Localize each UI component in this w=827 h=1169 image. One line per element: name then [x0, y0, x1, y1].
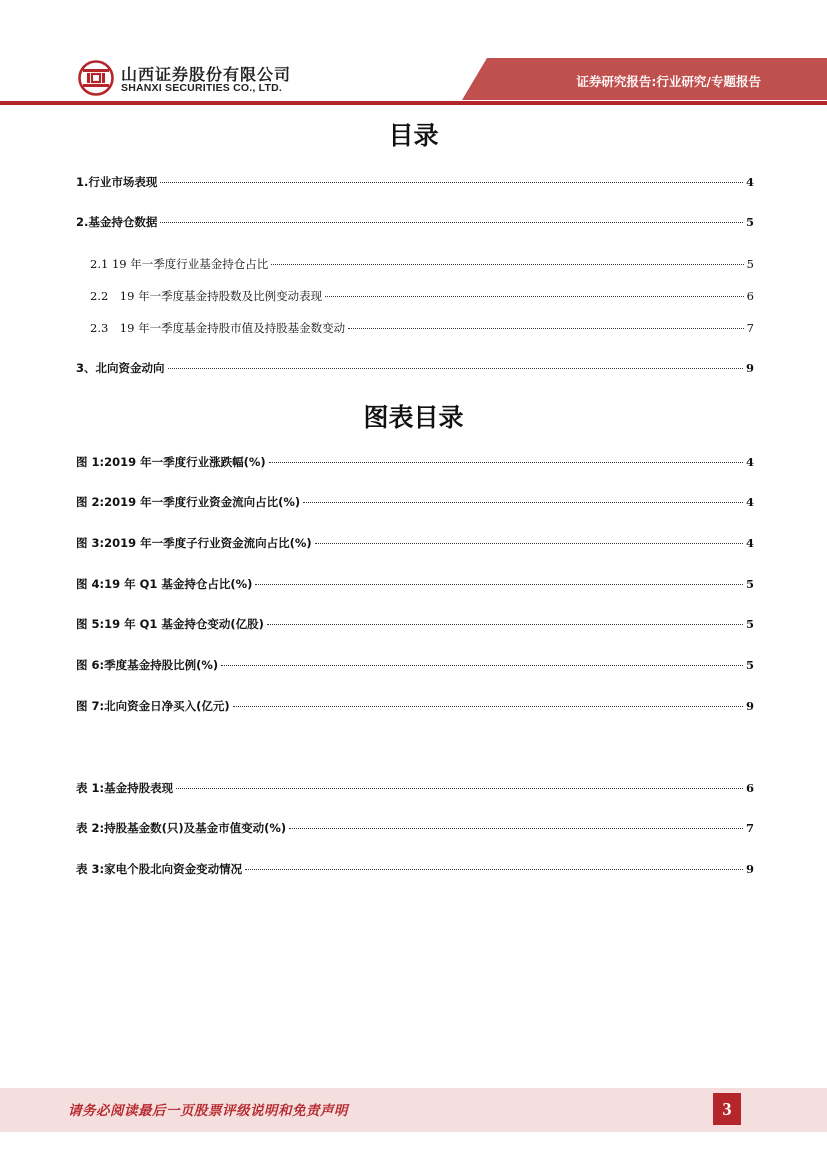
toc-entry-label: 3、北向资金动向 — [76, 361, 165, 375]
figures-title: 图表目录 — [363, 403, 464, 432]
figure-entry-label: 图 7:北向资金日净买入(亿元) — [76, 699, 230, 713]
toc-entry-label: 2.2 19 年一季度基金持股数及比例变动表现 — [90, 289, 323, 303]
company-name-en: SHANXI SECURITIES CO., LTD. — [121, 82, 282, 94]
dot-leader — [325, 296, 744, 297]
figure-entry-label: 图 2:2019 年一季度行业资金流向占比(%) — [76, 495, 301, 509]
dot-leader — [289, 828, 743, 829]
report-type: 证券研究报告:行业研究/专题报告 — [576, 74, 761, 89]
dot-leader — [245, 869, 743, 870]
company-logo-icon — [78, 60, 114, 96]
dot-leader — [233, 706, 743, 707]
figure-entry-label: 图 4:19 年 Q1 基金持仓占比(%) — [76, 577, 253, 591]
disclaimer-notice: 请务必阅读最后一页股票评级说明和免责声明 — [68, 1103, 348, 1119]
toc-title: 目录 — [388, 121, 439, 150]
table-entry[interactable] — [76, 780, 754, 796]
dot-leader — [303, 502, 743, 503]
toc-entry-page: 7 — [746, 321, 754, 335]
dot-leader — [168, 368, 743, 369]
page-header — [0, 0, 827, 110]
figure-entry-page: 9 — [745, 699, 754, 713]
figure-entry[interactable] — [76, 657, 754, 673]
figure-entry-page: 5 — [745, 577, 754, 591]
toc-entry-page: 9 — [745, 361, 754, 375]
toc-entry-page: 4 — [745, 175, 754, 189]
table-entry[interactable] — [76, 820, 754, 836]
table-entry-page: 6 — [745, 781, 754, 795]
toc-entry-label: 2.基金持仓数据 — [76, 215, 158, 229]
table-entry-label: 表 3:家电个股北向资金变动情况 — [76, 862, 243, 876]
dot-leader — [267, 624, 743, 625]
toc-entry-label: 2.3 19 年一季度基金持股市值及持股基金数变动 — [90, 321, 346, 335]
figure-entry-label: 图 1:2019 年一季度行业涨跌幅(%) — [76, 455, 266, 469]
dot-leader — [271, 264, 743, 265]
table-entry-label: 表 2:持股基金数(只)及基金市值变动(%) — [76, 821, 287, 835]
toc-entry[interactable] — [90, 256, 754, 272]
table-entry[interactable] — [76, 861, 754, 877]
figure-entry[interactable] — [76, 576, 754, 592]
table-entry-label: 表 1:基金持股表现 — [76, 781, 174, 795]
figure-entry[interactable] — [76, 454, 754, 470]
toc-entry[interactable] — [76, 214, 754, 230]
dot-leader — [315, 543, 743, 544]
figure-entry-page: 4 — [745, 536, 754, 550]
dot-leader — [269, 462, 743, 463]
figure-entry[interactable] — [76, 494, 754, 510]
toc-entry-label: 2.1 19 年一季度行业基金持仓占比 — [90, 257, 269, 271]
toc-entry-label: 1.行业市场表现 — [76, 175, 158, 189]
dot-leader — [160, 222, 743, 223]
figure-entry-label: 图 6:季度基金持股比例(%) — [76, 658, 219, 672]
dot-leader — [348, 328, 744, 329]
dot-leader — [160, 182, 743, 183]
table-entry-page: 7 — [745, 821, 754, 835]
toc-entry-page: 5 — [745, 215, 754, 229]
dot-leader — [176, 788, 743, 789]
toc-entry[interactable] — [76, 360, 754, 376]
toc-entry[interactable] — [90, 288, 754, 304]
figure-entry-label: 图 5:19 年 Q1 基金持仓变动(亿股) — [76, 617, 264, 631]
figure-entry-label: 图 3:2019 年一季度子行业资金流向占比(%) — [76, 536, 312, 550]
figure-entry-page: 5 — [745, 658, 754, 672]
figure-entry-page: 5 — [745, 617, 754, 631]
company-name-cn: 山西证券股份有限公司 — [121, 65, 292, 84]
figure-entry-page: 4 — [745, 455, 754, 469]
table-entry-page: 9 — [745, 862, 754, 876]
toc-entry-page: 6 — [746, 289, 754, 303]
dot-leader — [221, 665, 743, 666]
dot-leader — [255, 584, 743, 585]
figure-entry[interactable] — [76, 698, 754, 714]
figure-entry-page: 4 — [745, 495, 754, 509]
page-number: 3 — [713, 1093, 741, 1125]
toc-entry[interactable] — [76, 174, 754, 190]
figure-entry[interactable] — [76, 616, 754, 632]
figure-entry[interactable] — [76, 535, 754, 551]
toc-entry-page: 5 — [746, 257, 754, 271]
toc-entry[interactable] — [90, 320, 754, 336]
